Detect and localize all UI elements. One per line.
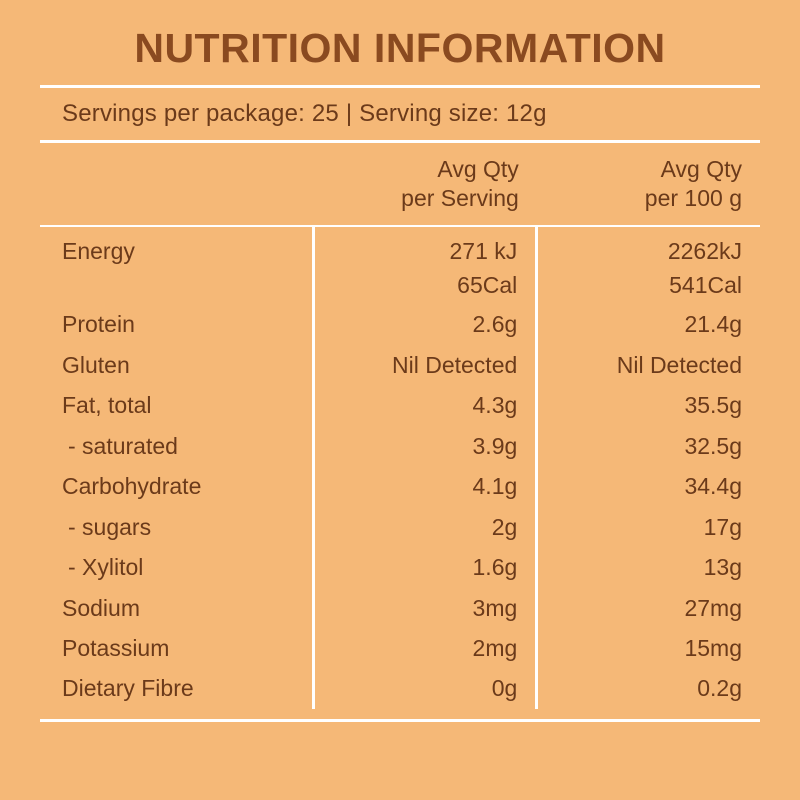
table-header	[40, 143, 760, 225]
row-per-serving: 2.6g	[314, 304, 537, 344]
row-label: Energy	[62, 237, 135, 264]
nutrition-table-body	[40, 227, 760, 709]
row-label: Sodium	[62, 594, 140, 621]
row-per-serving: 1.6g	[314, 547, 537, 587]
table-row	[40, 227, 760, 271]
row-per-100g: 15mg	[537, 628, 760, 668]
header-per-100g-line2: per 100 g	[644, 184, 742, 211]
row-per-100g: 34.4g	[537, 466, 760, 506]
row-label: Gluten	[62, 351, 130, 378]
page-title: NUTRITION INFORMATION	[134, 25, 666, 71]
table-row	[40, 628, 760, 668]
servings-line: Servings per package: 25 | Serving size: 12g	[62, 100, 547, 128]
header-per-serving-line1: Avg Qty	[437, 156, 519, 183]
table-row	[40, 668, 760, 708]
row-per-serving: 3mg	[314, 588, 537, 628]
row-label	[40, 271, 314, 304]
header-nutrient	[40, 143, 314, 225]
row-per-100g: 0.2g	[537, 668, 760, 708]
row-per-serving: 271 kJ	[314, 227, 537, 271]
row-per-100g: Nil Detected	[537, 345, 760, 385]
row-per-100g: 17g	[537, 507, 760, 547]
table-row	[40, 466, 760, 506]
table-row	[40, 426, 760, 466]
row-label: - saturated	[68, 432, 178, 459]
row-per-100g: 32.5g	[537, 426, 760, 466]
header-per-serving	[314, 143, 537, 225]
row-label: - sugars	[68, 513, 152, 540]
row-label: Protein	[62, 311, 135, 338]
header-per-100g	[537, 143, 760, 225]
row-per-serving: 2g	[314, 507, 537, 547]
table-row	[40, 547, 760, 587]
row-per-serving: 2mg	[314, 628, 537, 668]
row-per-serving: 4.1g	[314, 466, 537, 506]
row-per-serving: 65Cal	[314, 271, 537, 304]
table-row	[40, 385, 760, 425]
footer-space	[40, 722, 760, 756]
row-per-serving: 0g	[314, 668, 537, 708]
header-per-serving-line2: per Serving	[401, 184, 519, 211]
row-label: Dietary Fibre	[62, 675, 194, 702]
nutrition-table	[40, 143, 760, 225]
row-per-100g: 35.5g	[537, 385, 760, 425]
table-row	[40, 345, 760, 385]
table-row	[40, 304, 760, 344]
row-per-serving: 4.3g	[314, 385, 537, 425]
row-label: Carbohydrate	[62, 473, 202, 500]
table-row	[40, 588, 760, 628]
row-per-100g: 2262kJ	[537, 227, 760, 271]
header-per-100g-line1: Avg Qty	[660, 156, 742, 183]
row-per-serving: Nil Detected	[314, 345, 537, 385]
row-per-100g: 27mg	[537, 588, 760, 628]
row-per-100g: 541Cal	[537, 271, 760, 304]
row-per-serving: 3.9g	[314, 426, 537, 466]
table-row	[40, 271, 760, 304]
row-per-100g: 21.4g	[537, 304, 760, 344]
row-label: - Xylitol	[68, 554, 144, 581]
row-per-100g: 13g	[537, 547, 760, 587]
row-label: Potassium	[62, 634, 170, 661]
table-row	[40, 507, 760, 547]
row-label: Fat, total	[62, 392, 152, 419]
header-row	[40, 143, 760, 225]
